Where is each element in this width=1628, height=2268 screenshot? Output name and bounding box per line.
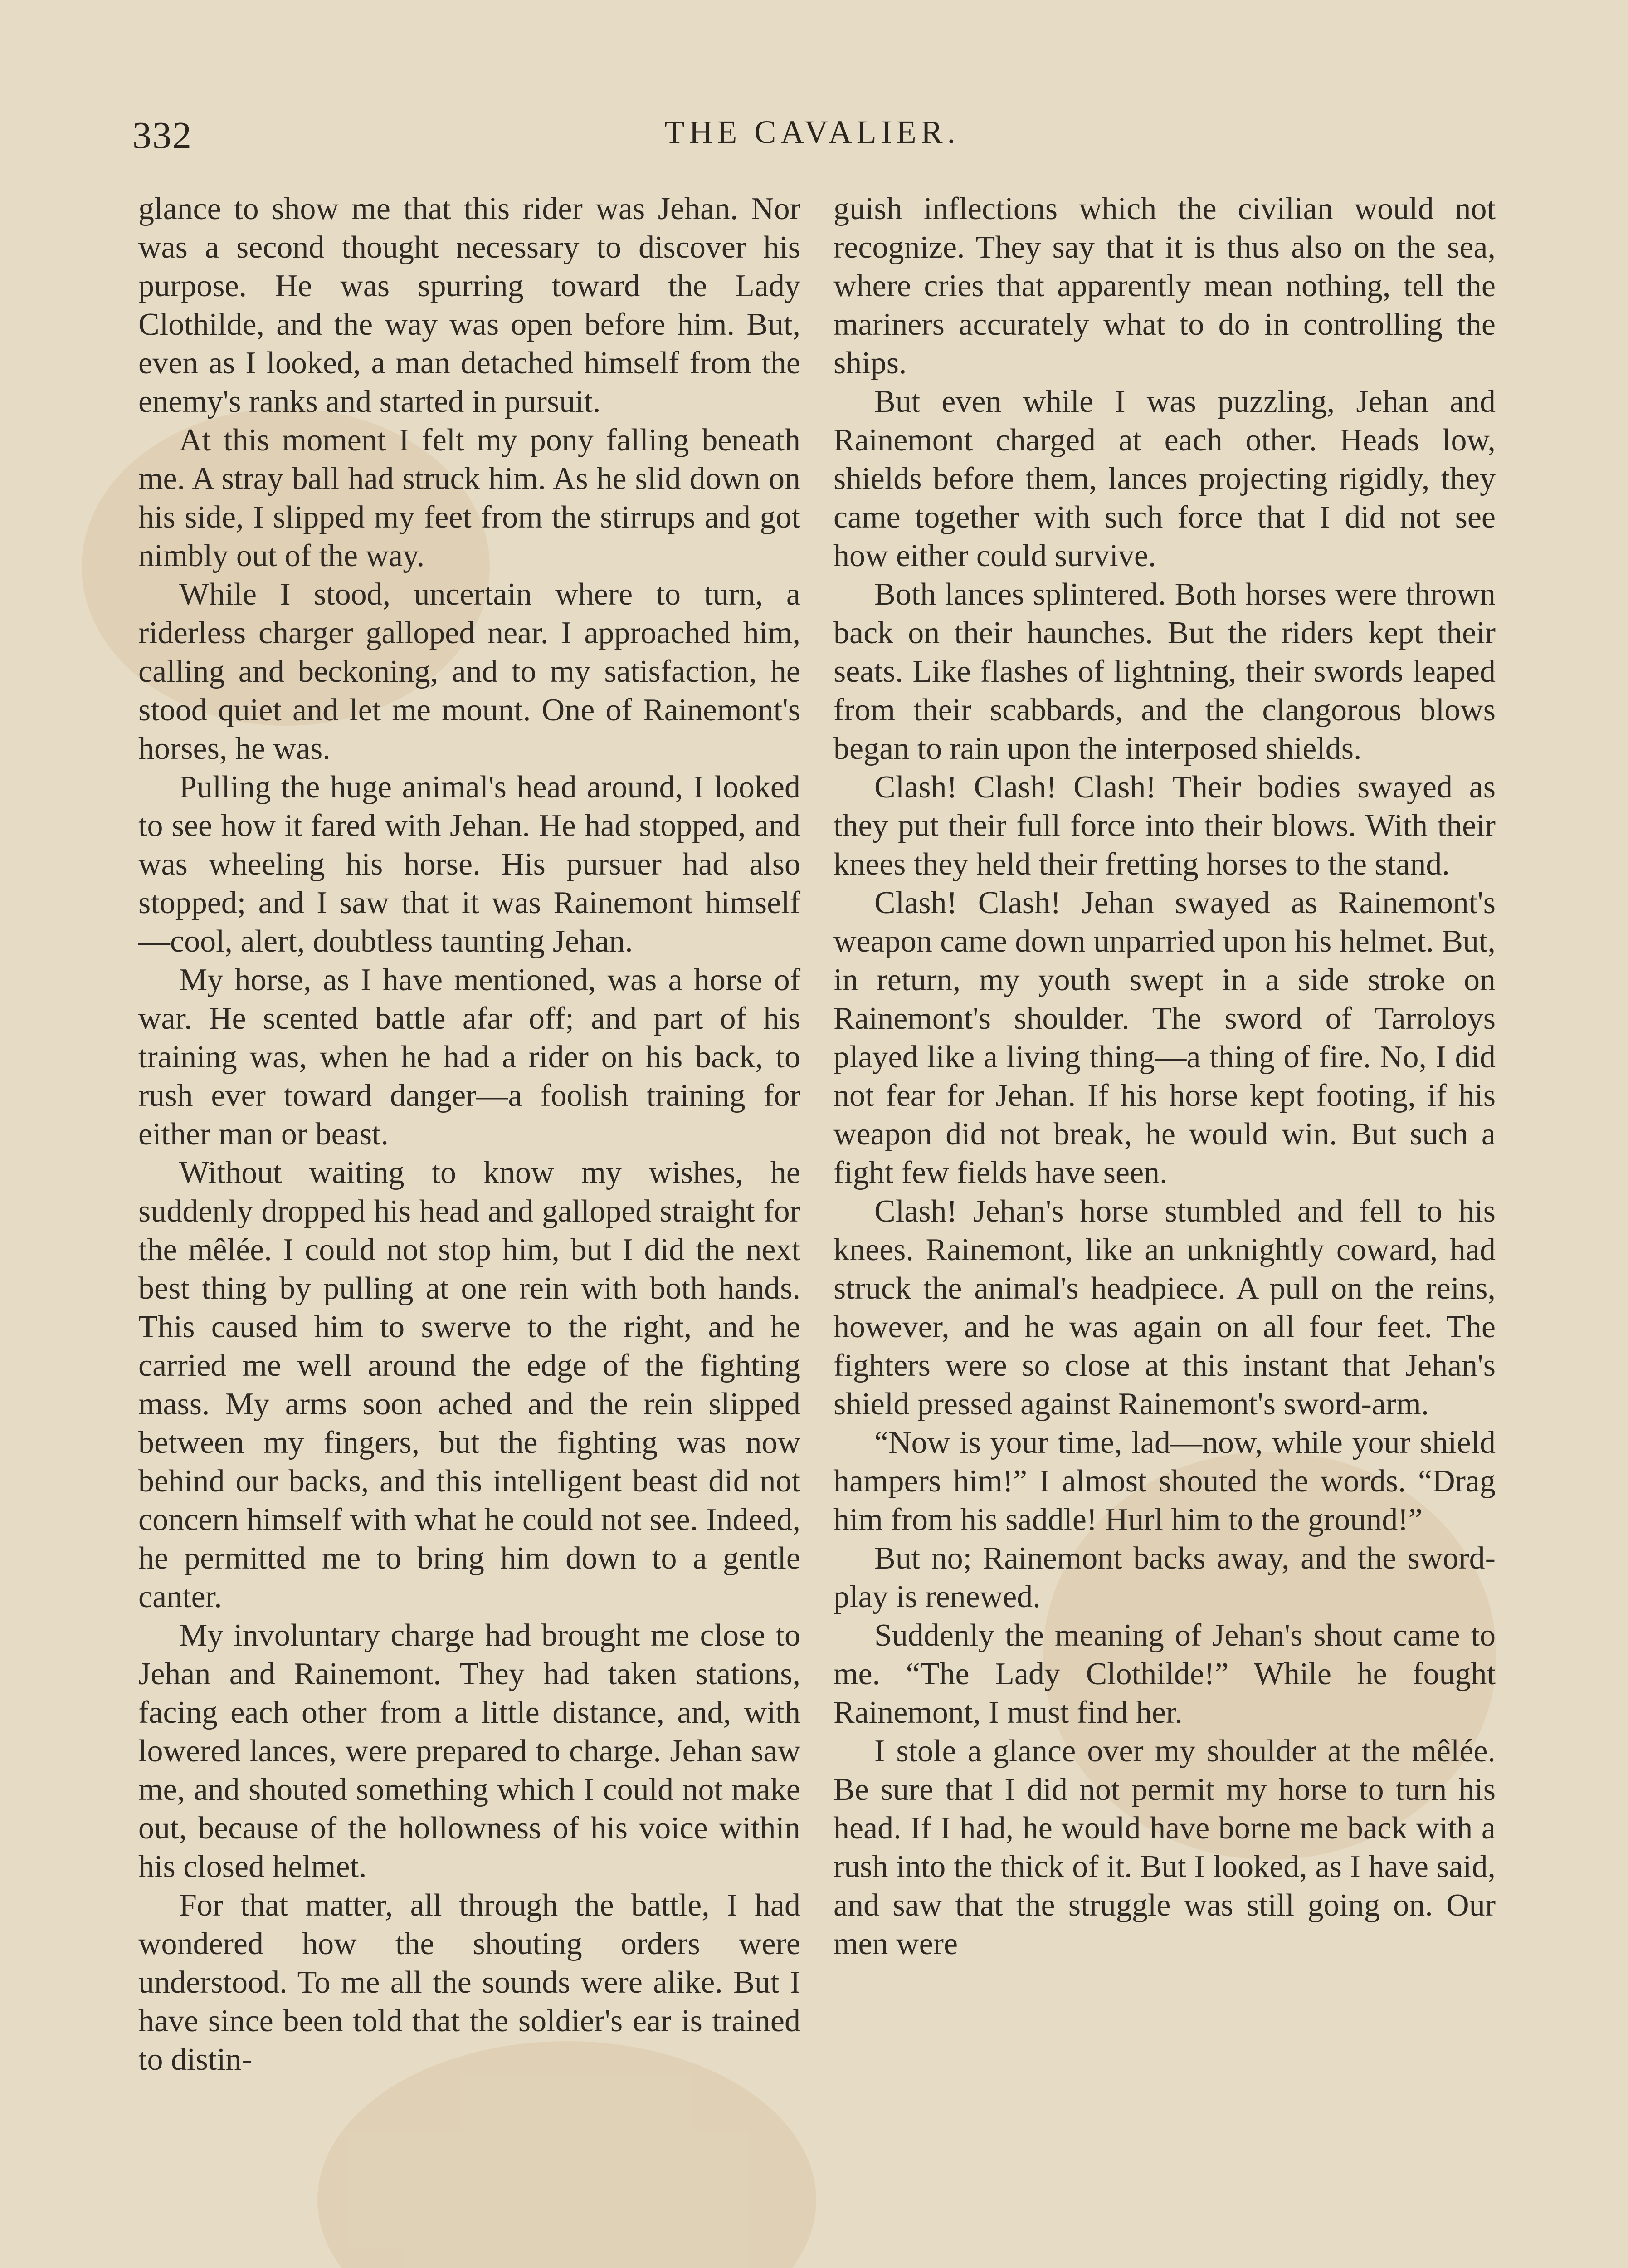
paragraph: At this moment I felt my pony falling beneath me. A stray ball had struck him. As he slid down on his side, I slipped my feet from the stirrups and got nimbly out of the way. <box>138 423 800 573</box>
paragraph: “Now is your time, lad—now, while your shield hampers him!” I almost shouted the words. “Drag him from his saddle! Hurl him to the ground!” <box>833 1425 1496 1537</box>
paragraph: But even while I was puzzling, Jehan and Rainemont charged at each other. Heads low, shields before them, lances projecting rigidly, they came together with such force that I did not see how either could survive. <box>833 384 1496 573</box>
running-title: THE CAVALIER. <box>664 114 960 150</box>
paragraph: My involuntary charge had brought me close to Jehan and Rainemont. They had taken stations, facing each other from a little distance, and, with lowered lances, were prepared to charge. Jehan saw me, and shouted something which I could not make out, because of the hollowness of his voice within his closed helmet. <box>138 1618 800 1884</box>
paragraph: For that matter, all through the battle, I had wondered how the shouting orders were understood. To me all the sounds were alike. But I have since been told that the soldier's ear is trained to distin- <box>138 1888 800 2077</box>
paragraph: glance to show me that this rider was Jehan. Nor was a second thought necessary to discover his purpose. He was spurring toward the Lady Clothilde, and the way was open before him. But, even as I looked, a man detached himself from the enemy's ranks and started in pursuit. <box>138 191 800 419</box>
paragraph: Pulling the huge animal's head around, I looked to see how it fared with Jehan. He had stopped, and was wheeling his horse. His pursuer had also stopped; and I saw that it was Rainemont himself —cool, alert, doubtless taunting Jehan. <box>138 770 800 959</box>
paragraph: Clash! Clash! Clash! Their bodies swayed as they put their full force into their blows. With their knees they held their fretting horses to the stand. <box>833 770 1496 882</box>
page-header <box>132 113 1492 163</box>
paragraph: Suddenly the meaning of Jehan's shout came to me. “The Lady Clothilde!” While he fought Rainemont, I must find her. <box>833 1618 1496 1730</box>
paragraph: Clash! Jehan's horse stumbled and fell to his knees. Rainemont, like an unknightly coward, had struck the animal's headpiece. A pull on the reins, however, and he was again on all four feet. The fighters were so close at this instant that Jehan's shield pressed against Rainemont's sword-arm. <box>833 1194 1496 1422</box>
left-column <box>138 190 800 2079</box>
right-column <box>833 190 1496 1963</box>
paragraph: Without waiting to know my wishes, he suddenly dropped his head and galloped straight for the mêlée. I could not stop him, but I did the next best thing by pulling at one rein with both hands. This caused him to swerve to the right, and he carried me well around the edge of the fighting mass. My arms soon ached and the rein slipped between my fingers, but the fighting was now behind our backs, and this intelligent beast did not concern himself with what he could not see. Indeed, he permitted me to bring him down to a gentle canter. <box>138 1155 800 1614</box>
paragraph: My horse, as I have mentioned, was a horse of war. He scented battle afar off; and part of his training was, when he had a rider on his back, to rush ever toward danger—a foolish training for either man or beast. <box>138 963 800 1152</box>
paragraph: Clash! Clash! Jehan swayed as Rainemont's weapon came down unparried upon his helmet. But, in return, my youth swept in a side stroke on Rainemont's shoulder. The sword of Tarroloys played like a living thing—a thing of fire. No, I did not fear for Jehan. If his horse kept footing, if his weapon did not break, he would win. But such a fight few fields have seen. <box>833 885 1496 1190</box>
paragraph: But no; Rainemont backs away, and the sword-play is renewed. <box>833 1541 1496 1614</box>
page-number: 332 <box>132 114 192 156</box>
paragraph: guish inflections which the civilian would not recognize. They say that it is thus also on the sea, where cries that apparently mean nothing, tell the mariners accurately what to do in controlling the ships. <box>833 191 1496 381</box>
paragraph: I stole a glance over my shoulder at the mêlée. Be sure that I did not permit my horse to turn his head. If I had, he would have borne me back with a rush into the thick of it. But I looked, as I have said, and saw that the struggle was still going on. Our men were <box>833 1734 1496 1961</box>
paragraph: Both lances splintered. Both horses were thrown back on their haunches. But the riders kept their seats. Like flashes of lightning, their swords leaped from their scabbards, and the clangorous blows began to rain upon the interposed shields. <box>833 577 1496 766</box>
paragraph: While I stood, uncertain where to turn, a riderless charger galloped near. I approached him, calling and beckoning, and to my satisfaction, he stood quiet and let me mount. One of Rainemont's horses, he was. <box>138 577 800 766</box>
